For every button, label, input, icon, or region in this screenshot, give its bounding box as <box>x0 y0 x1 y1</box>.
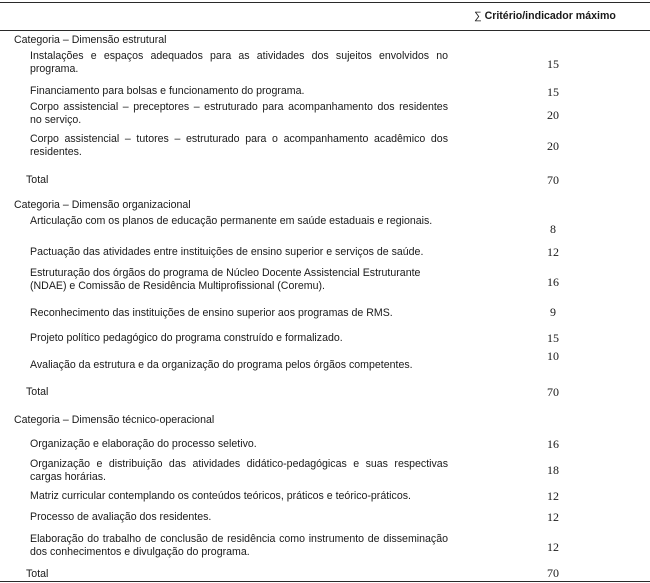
sum-symbol: ∑ <box>474 10 482 22</box>
criterion-value: 10 <box>547 349 559 363</box>
category-heading: Categoria – Dimensão estrutural <box>14 34 167 46</box>
criterion-text: Processo de avaliação dos residentes. <box>30 511 212 523</box>
total-label: Total <box>26 386 49 398</box>
criterion-value: 18 <box>547 463 559 477</box>
header-rule <box>0 30 650 31</box>
criterion-value: 16 <box>547 275 559 289</box>
criterion-text: Estruturação dos órgãos do programa de Núcleo Docente Assistencial Estruturante (NDAE) e Comissão de Residência Multiprofissional (Coremu). <box>30 267 421 293</box>
column-header <box>474 10 616 23</box>
table-bottom-rule <box>0 581 650 582</box>
criterion-text: Instalações e espaços adequados para as atividades dos sujeitos envolvidos no programa. <box>30 50 448 76</box>
criterion-text: Reconhecimento das instituições de ensino superior aos programas de RMS. <box>30 307 393 319</box>
criterion-value: 12 <box>547 510 559 524</box>
criterion-value: 12 <box>547 245 559 259</box>
criterion-value: 16 <box>547 437 559 451</box>
criterion-text: Organização e distribuição das atividades didático-pedagógicas e suas respectivas cargas horárias. <box>30 458 448 484</box>
criterion-text: Projeto político pedagógico do programa construído e formalizado. <box>30 332 343 344</box>
criterion-value: 15 <box>547 331 559 345</box>
total-value: 70 <box>547 173 559 187</box>
criterion-text: Elaboração do trabalho de conclusão de residência como instrumento de disseminação dos conhecimentos e divulgação do programa. <box>30 533 448 559</box>
criterion-text: Articulação com os planos de educação permanente em saúde estaduais e regionais. <box>30 215 433 227</box>
criterion-text: Corpo assistencial – tutores – estruturado para o acompanhamento acadêmico dos residentes. <box>30 133 448 159</box>
criterion-value: 15 <box>547 85 559 99</box>
total-value: 70 <box>547 385 559 399</box>
category-heading: Categoria – Dimensão organizacional <box>14 199 191 211</box>
criterion-value: 9 <box>550 305 556 319</box>
total-label: Total <box>26 174 49 186</box>
column-header-label: Critério/indicador máximo <box>484 10 616 22</box>
category-heading: Categoria – Dimensão técnico-operacional <box>14 414 215 426</box>
total-value: 70 <box>547 566 559 580</box>
table-top-rule <box>0 2 650 3</box>
criterion-value: 20 <box>547 108 559 122</box>
criterion-text: Matriz curricular contemplando os conteúdos teóricos, práticos e teórico-práticos. <box>30 490 411 502</box>
criterion-value: 8 <box>550 222 556 236</box>
criterion-value: 15 <box>547 57 559 71</box>
criterion-value: 20 <box>547 139 559 153</box>
criterion-value: 12 <box>547 540 559 554</box>
criterion-text: Avaliação da estrutura e da organização do programa pelos órgãos competentes. <box>30 359 413 371</box>
criterion-text: Pactuação das atividades entre instituições de ensino superior e serviços de saúde. <box>30 246 424 258</box>
criterion-text: Corpo assistencial – preceptores – estruturado para acompanhamento dos residentes no serviço. <box>30 101 448 127</box>
total-label: Total <box>26 568 49 580</box>
criterion-value: 12 <box>547 489 559 503</box>
criterion-text: Financiamento para bolsas e funcionamento do programa. <box>30 85 305 97</box>
criterion-text: Organização e elaboração do processo seletivo. <box>30 438 257 450</box>
